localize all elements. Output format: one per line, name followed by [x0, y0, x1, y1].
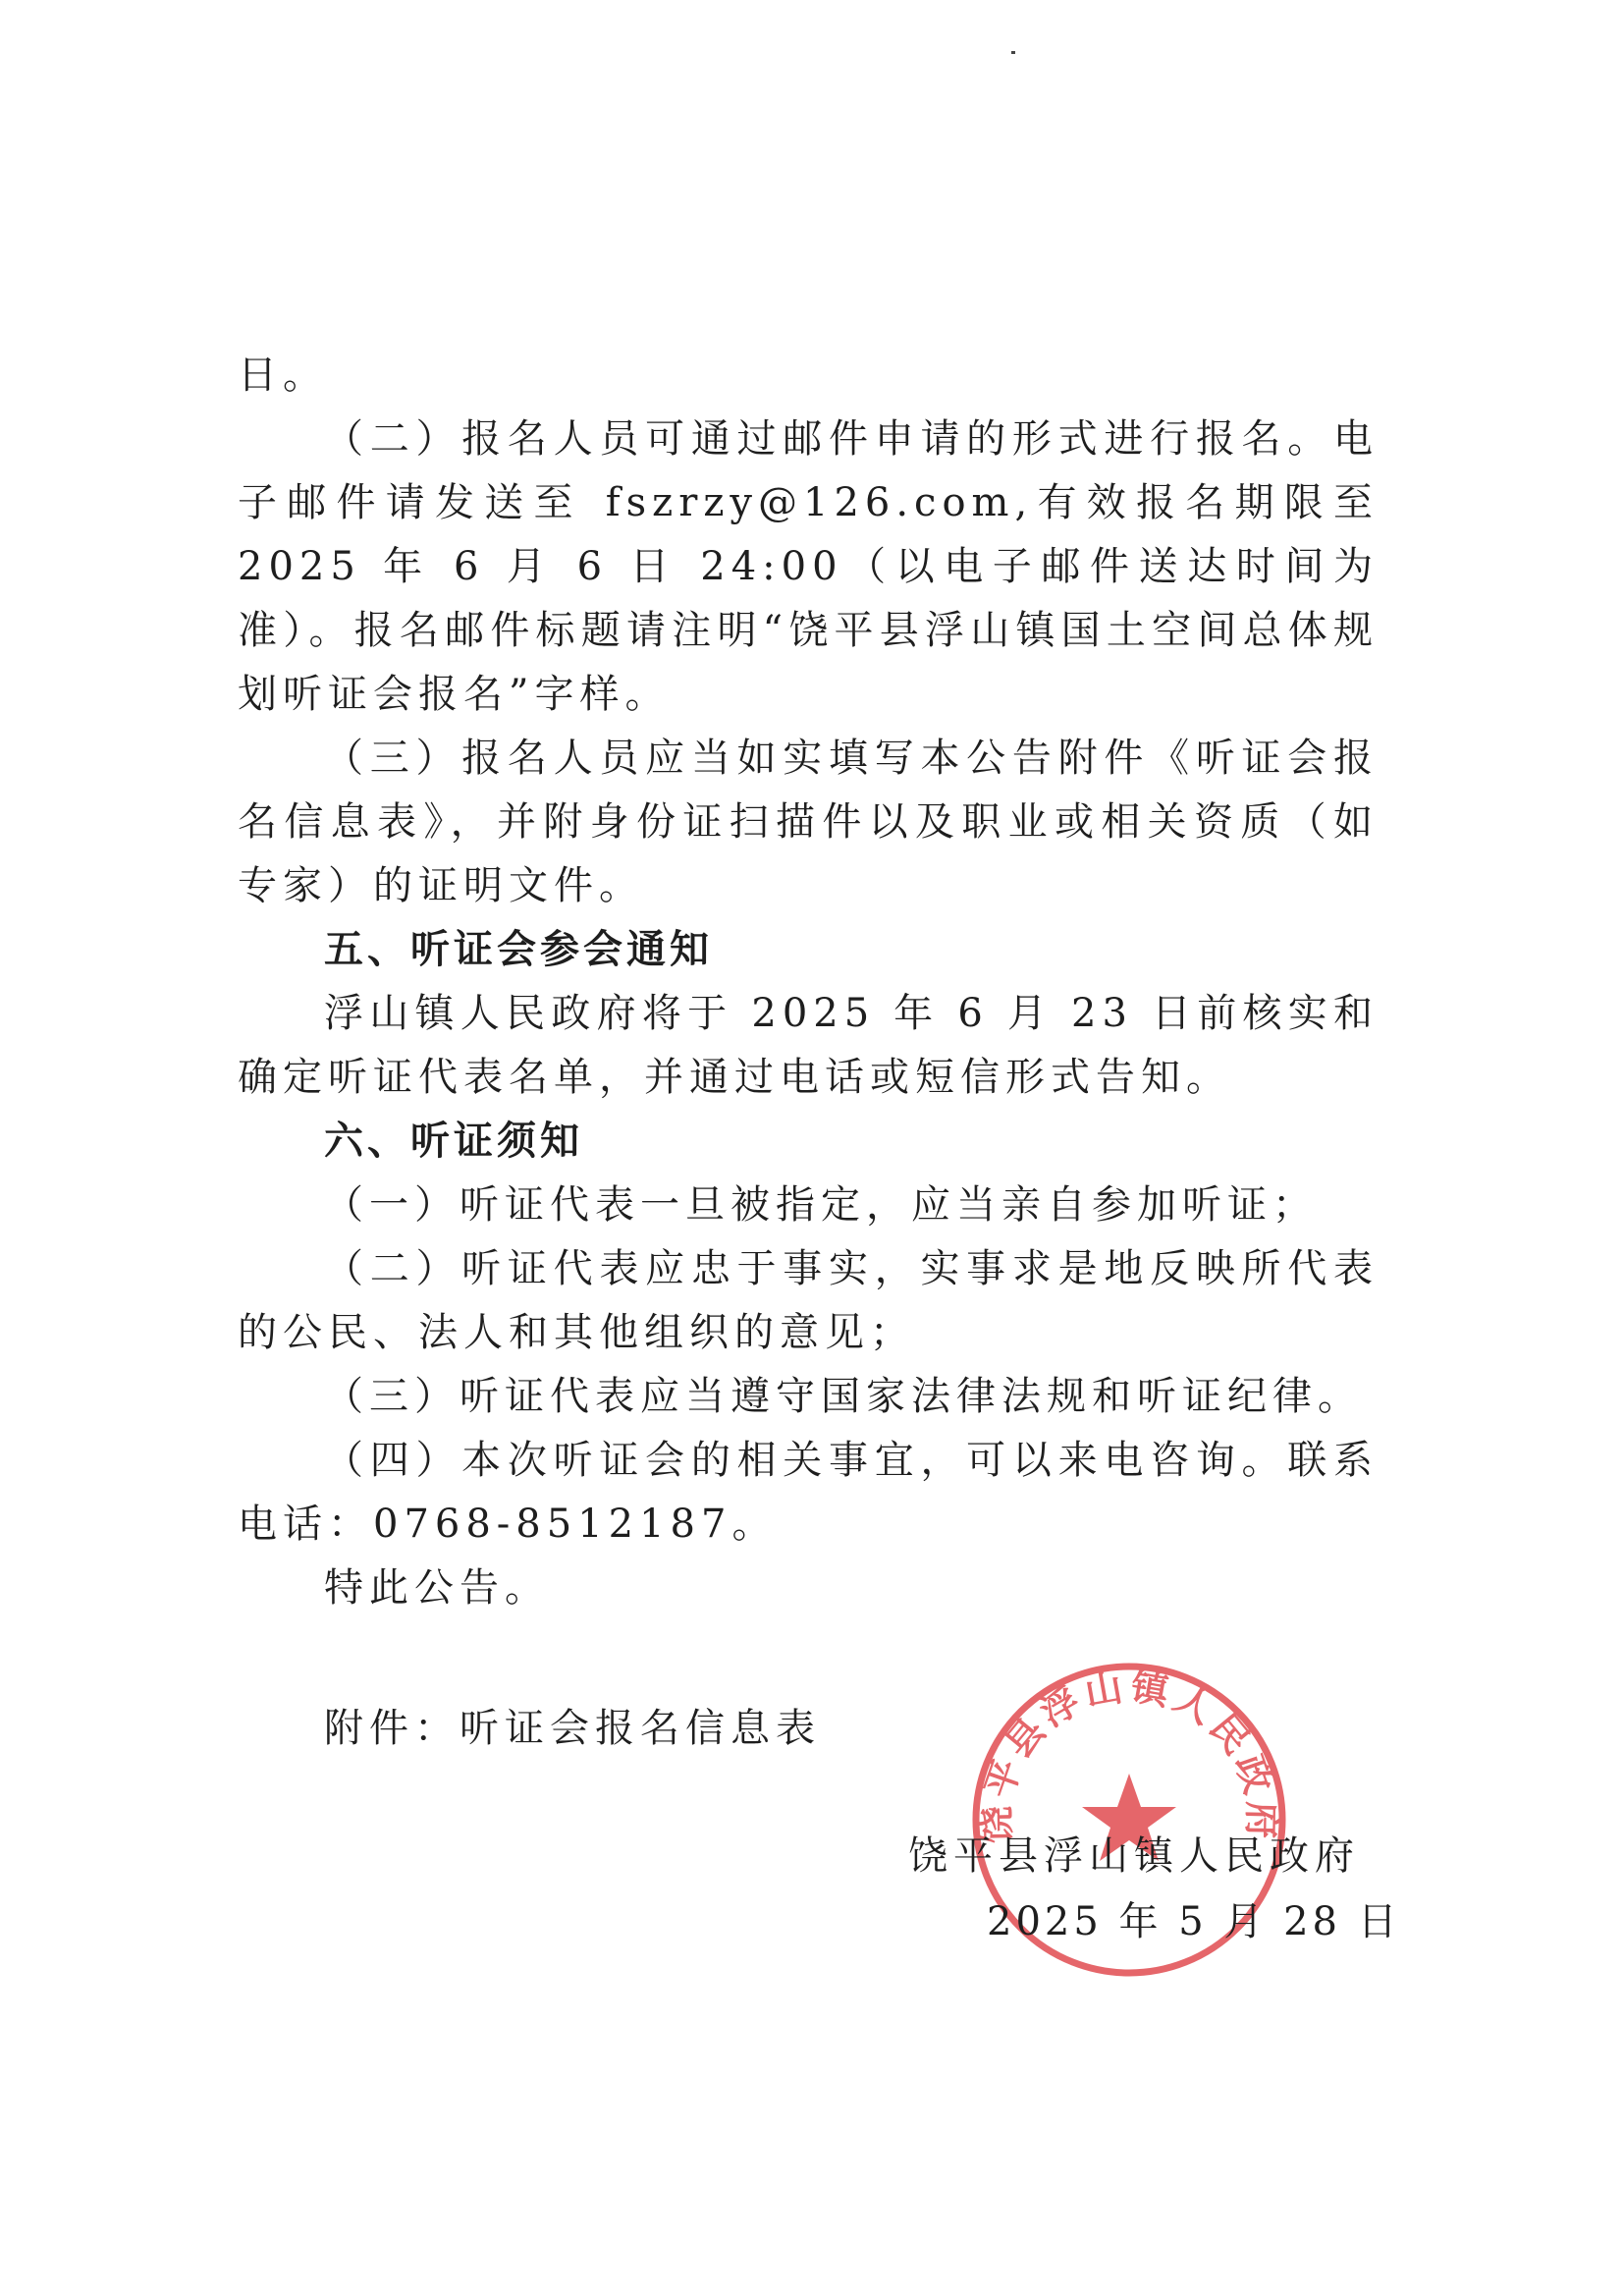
closing-line: 特此公告。: [324, 1565, 550, 1611]
rule-item-1: （一）听证代表一旦被指定，应当亲自参加听证；: [324, 1182, 1318, 1228]
rule-item-3: （三）听证代表应当遵守国家法律法规和听证纪律。: [324, 1374, 1363, 1419]
paragraph-registration-form: （三）报名人员应当如实填写本公告附件《听证会报名信息表》，并附身份证扫描件以及职业或相关资质（如专家）的证明文件。: [238, 736, 1379, 908]
attachment-note: 附件：听证会报名信息表: [324, 1706, 821, 1751]
rule-item-4: （四）本次听证会的相关事宜，可以来电咨询。联系电话：0768-8512187。: [238, 1438, 1379, 1547]
scan-speck: [1011, 51, 1015, 54]
paragraph-continuation: 日。: [238, 353, 328, 398]
section-heading-rules: 六、听证须知: [324, 1119, 583, 1164]
document-body: [238, 344, 1379, 1620]
signature-organization: 饶平县浮山镇人民政府: [908, 1833, 1360, 1879]
signature-date: 2025 年 5 月 28 日: [987, 1899, 1401, 1944]
rule-item-2: （二）听证代表应忠于事实，实事求是地反映所代表的公民、法人和其他组织的意见；: [238, 1246, 1379, 1355]
section-heading-notice: 五、听证会参会通知: [324, 927, 713, 972]
paragraph-notice: 浮山镇人民政府将于 2025 年 6 月 23 日前核实和确定听证代表名单，并通过电话或短信形式告知。: [238, 991, 1379, 1100]
paragraph-email-registration: （二）报名人员可通过邮件申请的形式进行报名。电子邮件请发送至 fszrzy@126.com,有效报名期限至 2025 年 6 月 6 日 24:00（以电子邮件送达时间为准）。报名邮件标题请注明“饶平县浮山镇国土空间总体规划听证会报名”字样。: [238, 416, 1379, 717]
svg-text:饶平县浮山镇人民政府: 饶平县浮山镇人民政府: [974, 1665, 1284, 1844]
